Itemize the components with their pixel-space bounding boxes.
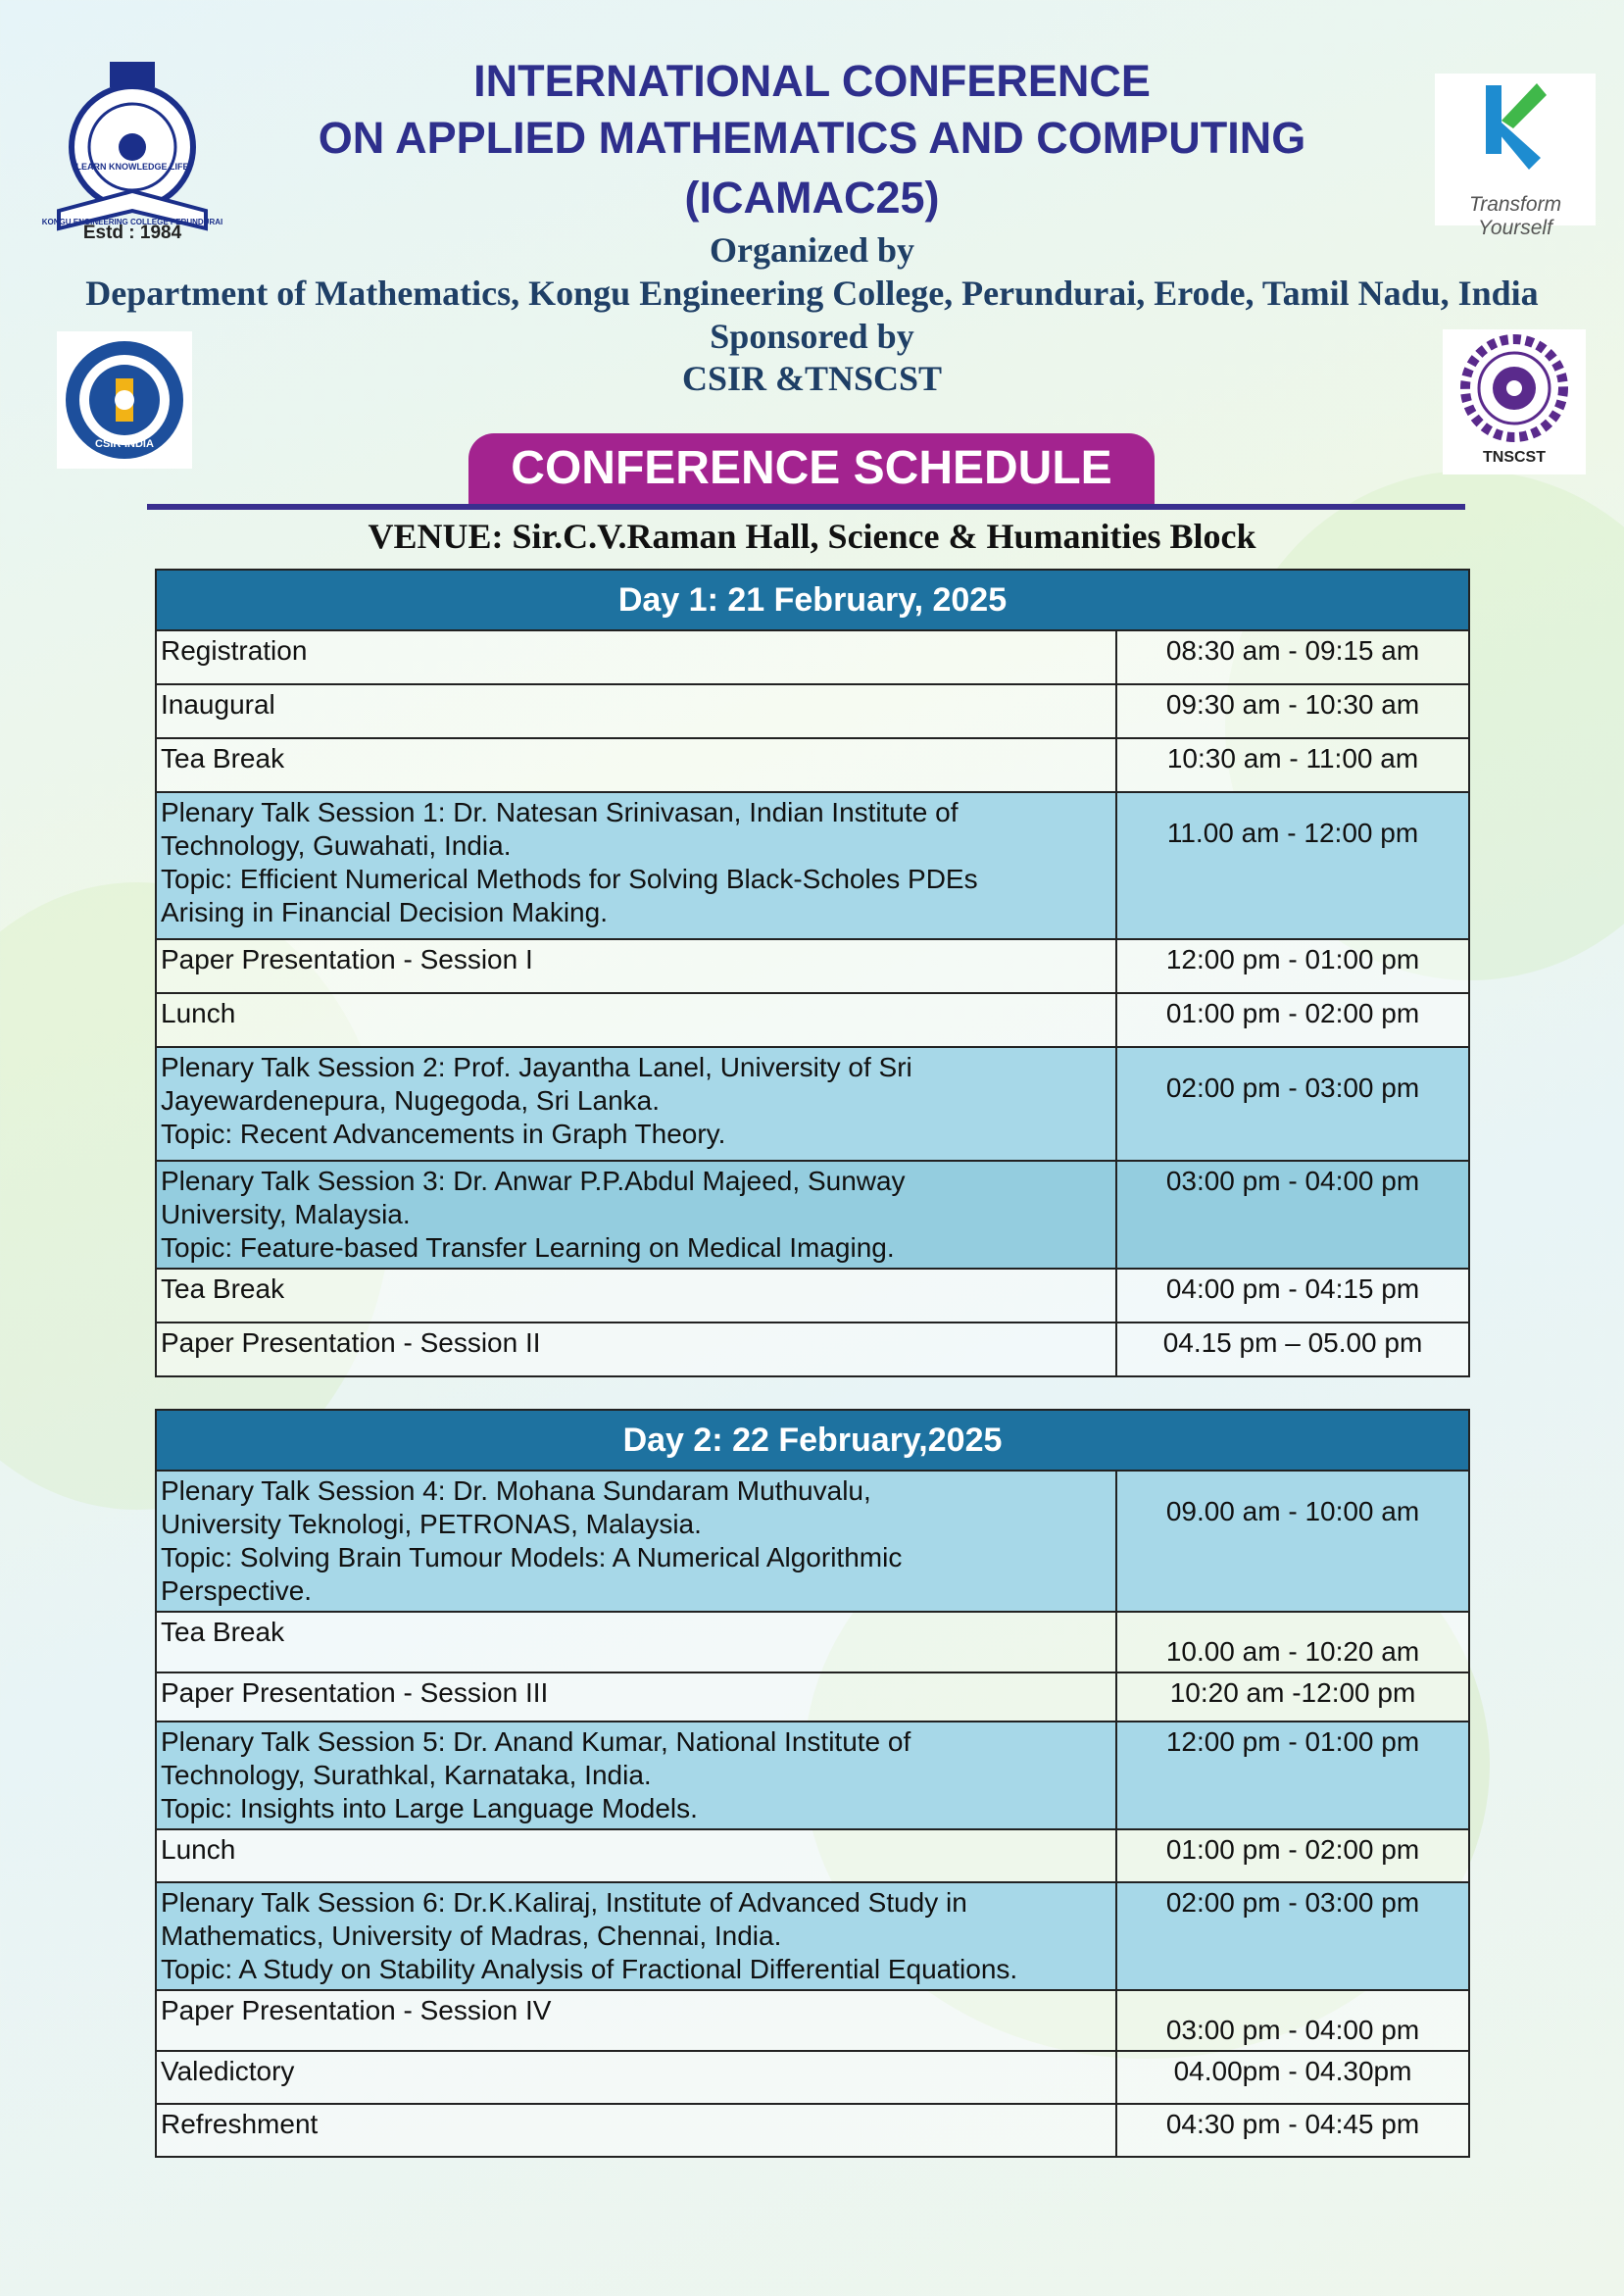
table-row bbox=[156, 2104, 1469, 2157]
activity-cell: Paper Presentation - Session III bbox=[156, 1672, 1116, 1722]
activity-line: Topic: Feature-based Transfer Learning on Medical Imaging. bbox=[161, 1232, 895, 1263]
table-row bbox=[156, 630, 1469, 684]
table-row bbox=[156, 1269, 1469, 1323]
kongu-motto-text: LEARN KNOWLEDGE LIFE bbox=[75, 162, 189, 172]
conference-schedule-banner: CONFERENCE SCHEDULE bbox=[468, 433, 1155, 504]
activity-line: Plenary Talk Session 1: Dr. Natesan Srinivasan, Indian Institute of bbox=[161, 797, 959, 827]
activity-cell: Paper Presentation - Session I bbox=[156, 939, 1116, 993]
activity-cell: Tea Break bbox=[156, 1269, 1116, 1323]
activity-cell: Lunch bbox=[156, 1829, 1116, 1882]
activity-line: University Teknologi, PETRONAS, Malaysia. bbox=[161, 1509, 702, 1539]
time-cell: 09.00 am - 10:00 am bbox=[1116, 1471, 1469, 1612]
activity-line: Arising in Financial Decision Making. bbox=[161, 897, 608, 927]
activity-line: Topic: Efficient Numerical Methods for Solving Black-Scholes PDEs bbox=[161, 864, 978, 894]
activity-line: Topic: Insights into Large Language Models. bbox=[161, 1793, 698, 1823]
activity-cell bbox=[156, 1161, 1116, 1269]
time-cell: 04:30 pm - 04:45 pm bbox=[1116, 2104, 1469, 2157]
table-row bbox=[156, 738, 1469, 792]
activity-line: Jayewardenepura, Nugegoda, Sri Lanka. bbox=[161, 1085, 661, 1116]
time-cell: 12:00 pm - 01:00 pm bbox=[1116, 939, 1469, 993]
activity-line: Mathematics, University of Madras, Chennai, India. bbox=[161, 1921, 782, 1951]
activity-cell bbox=[156, 792, 1116, 939]
time-cell: 01:00 pm - 02:00 pm bbox=[1116, 1829, 1469, 1882]
time-cell: 12:00 pm - 01:00 pm bbox=[1116, 1722, 1469, 1829]
activity-line: Perspective. bbox=[161, 1575, 313, 1606]
table-row bbox=[156, 1829, 1469, 1882]
activity-cell bbox=[156, 1047, 1116, 1161]
table-row bbox=[156, 1882, 1469, 1990]
day1-schedule-table bbox=[155, 569, 1470, 1377]
table-row bbox=[156, 939, 1469, 993]
activity-line: Plenary Talk Session 6: Dr.K.Kaliraj, Institute of Advanced Study in bbox=[161, 1887, 967, 1918]
activity-cell: Tea Break bbox=[156, 738, 1116, 792]
time-cell: 02:00 pm - 03:00 pm bbox=[1116, 1882, 1469, 1990]
activity-cell: Tea Break bbox=[156, 1612, 1116, 1672]
banner-divider bbox=[147, 504, 1465, 510]
activity-cell: Lunch bbox=[156, 993, 1116, 1047]
department-line: Department of Mathematics, Kongu Engineering College, Perundurai, Erode, Tamil Nadu, India bbox=[85, 274, 1539, 313]
table-row bbox=[156, 1047, 1469, 1161]
day2-heading: Day 2: 22 February,2025 bbox=[156, 1410, 1469, 1471]
conference-title-line3: (ICAMAC25) bbox=[684, 173, 940, 223]
activity-cell bbox=[156, 1882, 1116, 1990]
activity-cell bbox=[156, 1471, 1116, 1612]
time-cell: 04.00pm - 04.30pm bbox=[1116, 2051, 1469, 2104]
sponsored-by: Sponsored by bbox=[710, 317, 914, 356]
table-row bbox=[156, 2051, 1469, 2104]
time-cell: 03:00 pm - 04:00 pm bbox=[1116, 1161, 1469, 1269]
activity-cell: Refreshment bbox=[156, 2104, 1116, 2157]
activity-line: Technology, Surathkal, Karnataka, India. bbox=[161, 1760, 652, 1790]
conference-title-line2: ON APPLIED MATHEMATICS AND COMPUTING bbox=[318, 113, 1306, 163]
table-row bbox=[156, 1722, 1469, 1829]
time-cell: 02:00 pm - 03:00 pm bbox=[1116, 1047, 1469, 1161]
activity-cell bbox=[156, 1722, 1116, 1829]
time-cell: 09:30 am - 10:30 am bbox=[1116, 684, 1469, 738]
activity-line: Plenary Talk Session 5: Dr. Anand Kumar, National Institute of bbox=[161, 1726, 911, 1757]
table-row bbox=[156, 993, 1469, 1047]
time-cell: 04:00 pm - 04:15 pm bbox=[1116, 1269, 1469, 1323]
time-cell: 01:00 pm - 02:00 pm bbox=[1116, 993, 1469, 1047]
time-cell: 04.15 pm – 05.00 pm bbox=[1116, 1323, 1469, 1376]
sponsors-line: CSIR &TNSCST bbox=[681, 359, 943, 398]
conference-title-line1: INTERNATIONAL CONFERENCE bbox=[473, 56, 1151, 106]
table-row bbox=[156, 1612, 1469, 1672]
activity-line: Plenary Talk Session 2: Prof. Jayantha Lanel, University of Sri bbox=[161, 1052, 912, 1082]
activity-cell: Inaugural bbox=[156, 684, 1116, 738]
venue-line: VENUE: Sir.C.V.Raman Hall, Science & Humanities Block bbox=[368, 517, 1256, 556]
activity-line: Topic: Recent Advancements in Graph Theory. bbox=[161, 1119, 726, 1149]
table-row bbox=[156, 1990, 1469, 2051]
day2-schedule-table bbox=[155, 1409, 1470, 2158]
activity-cell: Valedictory bbox=[156, 2051, 1116, 2104]
table-row bbox=[156, 684, 1469, 738]
activity-line: Technology, Guwahati, India. bbox=[161, 830, 512, 861]
day1-heading: Day 1: 21 February, 2025 bbox=[156, 570, 1469, 630]
kongu-estd: Estd : 1984 bbox=[82, 223, 182, 243]
activity-line: University, Malaysia. bbox=[161, 1199, 411, 1229]
table-row bbox=[156, 1672, 1469, 1722]
activity-line: Topic: A Study on Stability Analysis of Fractional Differential Equations. bbox=[161, 1954, 1018, 1984]
tnscst-text: TNSCST bbox=[1483, 449, 1546, 466]
table-row bbox=[156, 1323, 1469, 1376]
activity-cell: Paper Presentation - Session IV bbox=[156, 1990, 1116, 2051]
activity-line: Plenary Talk Session 4: Dr. Mohana Sundaram Muthuvalu, bbox=[161, 1475, 871, 1506]
activity-line: Plenary Talk Session 3: Dr. Anwar P.P.Abdul Majeed, Sunway bbox=[161, 1166, 906, 1196]
table-row bbox=[156, 792, 1469, 939]
kongu-name-text: KONGU ENGINEERING COLLEGE PERUNDURAI bbox=[41, 218, 223, 226]
time-cell: 10:20 am -12:00 pm bbox=[1116, 1672, 1469, 1722]
table-row bbox=[156, 1161, 1469, 1269]
activity-line: Topic: Solving Brain Tumour Models: A Numerical Algorithmic bbox=[161, 1542, 903, 1572]
time-cell: 03:00 pm - 04:00 pm bbox=[1116, 1990, 1469, 2051]
time-cell: 08:30 am - 09:15 am bbox=[1116, 630, 1469, 684]
time-cell: 10.00 am - 10:20 am bbox=[1116, 1612, 1469, 1672]
activity-cell: Registration bbox=[156, 630, 1116, 684]
time-cell: 11.00 am - 12:00 pm bbox=[1116, 792, 1469, 939]
organized-by: Organized by bbox=[709, 230, 914, 270]
time-cell: 10:30 am - 11:00 am bbox=[1116, 738, 1469, 792]
csir-text: CSIR-INDIA bbox=[95, 438, 154, 450]
table-row bbox=[156, 1471, 1469, 1612]
activity-cell: Paper Presentation - Session II bbox=[156, 1323, 1116, 1376]
tagline-text: Transform Yourself bbox=[1468, 193, 1562, 239]
